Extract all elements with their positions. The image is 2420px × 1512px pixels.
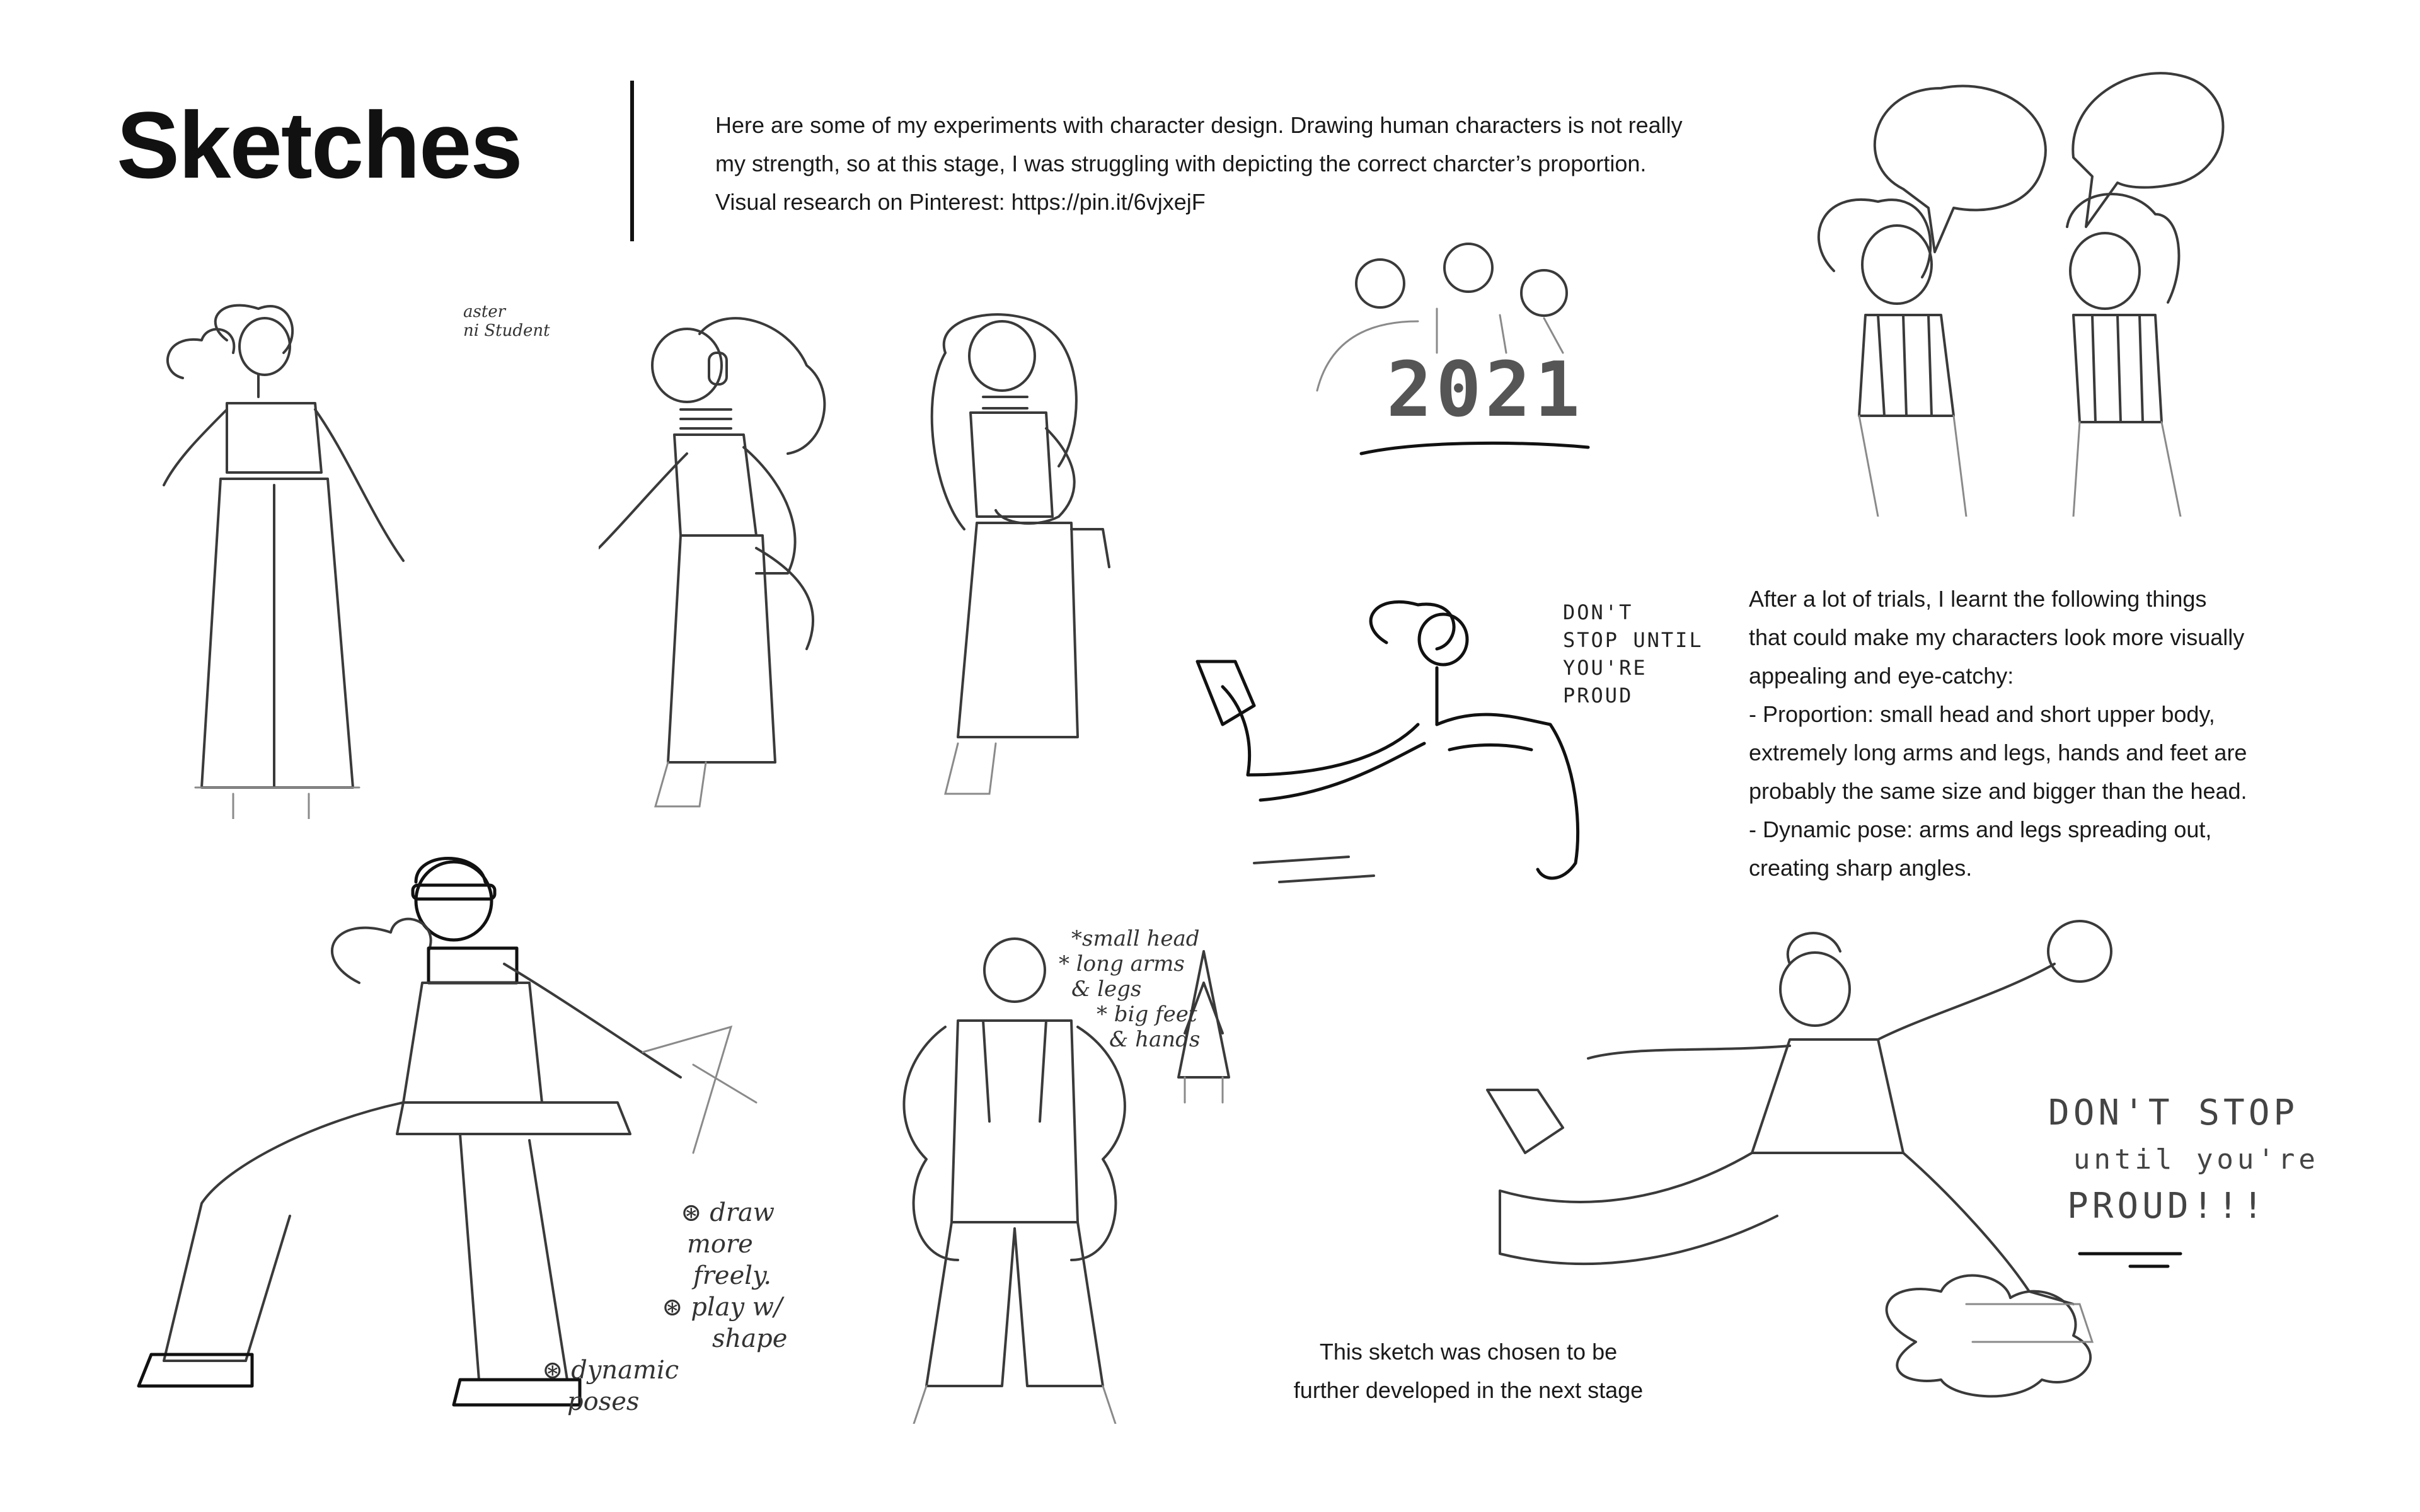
intro-text — [715, 106, 1787, 221]
corner-note-line: aster — [463, 302, 506, 321]
sketch-standing-figure — [139, 296, 435, 819]
advice-line: ⊛ play w/ — [662, 1293, 783, 1322]
advice-line: poses — [567, 1387, 640, 1416]
proportion-tips — [1059, 926, 1200, 1052]
corner-note-line: ni Student — [463, 321, 550, 340]
sketch-headphones-figure — [599, 309, 870, 819]
small-motto-line: STOP UNTIL — [1563, 628, 1703, 652]
tip-line: * big feet — [1097, 1002, 1197, 1027]
caption-line: further developed in the next stage — [1293, 1377, 1644, 1403]
advice-line: shape — [712, 1324, 788, 1353]
tip-line: & legs — [1071, 976, 1142, 1002]
corner-note — [463, 302, 550, 340]
big-motto-line: DON'T STOP — [2048, 1092, 2299, 1133]
chosen-sketch-caption — [1229, 1332, 1708, 1409]
sketch-sitting-figure — [895, 302, 1160, 819]
advice-line: ⊛ draw — [681, 1198, 775, 1227]
learnings-line: extremely long arms and legs, hands and feet are — [1749, 740, 2247, 765]
learnings-line: - Proportion: small head and short upper body, — [1749, 701, 2215, 727]
caption-line: This sketch was chosen to be — [1319, 1339, 1618, 1365]
intro-line: Here are some of my experiments with character design. Drawing human characters is not really — [715, 112, 1683, 138]
advice-line: ⊛ dynamic — [542, 1356, 679, 1385]
tip-line: *small head — [1071, 926, 1200, 951]
year-lettering: 2021 — [1386, 346, 1584, 434]
learnings-line: probably the same size and bigger than the head. — [1749, 778, 2247, 804]
learnings-line: creating sharp angles. — [1749, 855, 1973, 881]
big-motto-line: until you're — [2073, 1143, 2319, 1176]
big-motto-line: PROUD!!! — [2067, 1186, 2267, 1227]
small-motto-line: DON'T — [1563, 600, 1634, 624]
small-motto-line: YOU'RE — [1563, 656, 1647, 680]
big-motto — [2048, 1090, 2319, 1230]
title-divider — [630, 81, 634, 241]
tip-line: * long arms — [1059, 951, 1185, 976]
page-title: Sketches — [117, 92, 522, 198]
learnings-line: appealing and eye-catchy: — [1749, 663, 2014, 689]
advice-line: more — [687, 1230, 753, 1259]
learnings-line: that could make my characters look more visually — [1749, 624, 2245, 650]
small-motto — [1563, 598, 1703, 709]
learnings-line: After a lot of trials, I learnt the following things — [1749, 586, 2207, 612]
small-motto-line: PROUD — [1563, 684, 1634, 707]
advice-line: freely. — [693, 1261, 772, 1290]
intro-line: my strength, so at this stage, I was struggling with depicting the correct charcter’s proportion. — [715, 151, 1647, 176]
tip-line: & hands — [1109, 1027, 1201, 1052]
sketch-2021-faces — [1292, 239, 1664, 472]
learnings-text — [1749, 580, 2291, 887]
learnings-line: - Dynamic pose: arms and legs spreading out, — [1749, 816, 2212, 842]
intro-line: Visual research on Pinterest: https://pin.it/6vjxejF — [715, 189, 1206, 215]
sketch-two-friends — [1777, 63, 2256, 517]
advice-notes — [542, 1197, 787, 1418]
